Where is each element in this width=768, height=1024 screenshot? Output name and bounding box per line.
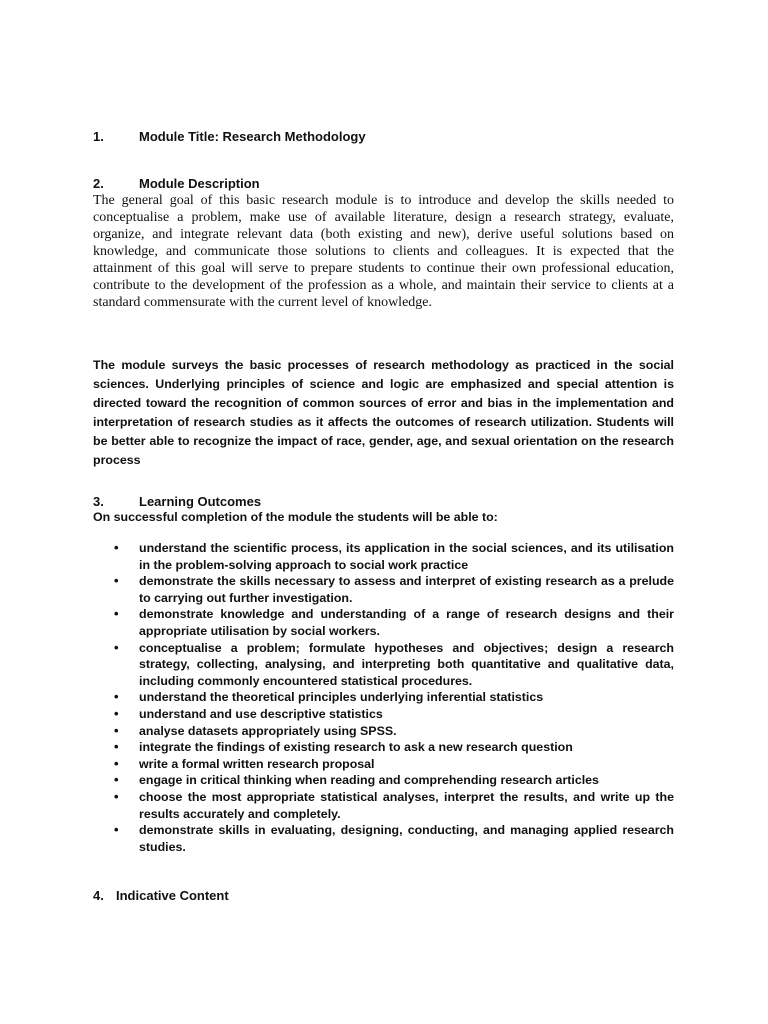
module-description-paragraph: The general goal of this basic research module is to introduce and develop the skills needed to conceptualise a problem, make use of available literature, design a research strategy, evaluate, organize, and integrate relevant data (both existing and new), derive useful solutions based on knowledge, and communicate those solutions to clients and colleagues. It is expected that the attainment of this goal will serve to prepare students to continue their own professional education, contribute to the development of the profession as a whole, and maintain their service to clients at a standard commensurate with the current level of knowledge. [93,193,674,310]
outcome-text: demonstrate the skills necessary to assess and interpret of existing research as a prelude to carrying out further investigation. [139,574,674,605]
section-4-number: 4. [93,888,104,903]
section-2-heading [93,175,260,192]
outcome-item [93,606,674,639]
section-1-number: 1. [93,129,104,144]
outcome-item [93,689,674,706]
bullet-icon: • [114,772,119,788]
outcome-text: conceptualise a problem; formulate hypotheses and objectives; design a research strategy, collecting, analysing, and interpreting both quantitative and qualitative data, including commonly encountered statistical procedures. [139,640,674,688]
bullet-icon: • [114,540,119,555]
bullet-icon: • [114,606,119,622]
section-4-heading [93,887,229,904]
section-2-title: Module Description [139,176,260,191]
bullet-icon: • [114,705,119,721]
outcome-text: understand the scientific process, its application in the social sciences, and its utilisation in the problem-solving approach to social work practice [139,541,674,572]
bullet-icon: • [114,722,119,738]
outcome-item [93,640,674,690]
outcome-text: understand and use descriptive statistics [139,706,383,721]
outcome-text: demonstrate skills in evaluating, designing, conducting, and managing applied research studies. [139,823,674,854]
outcome-item [93,772,674,789]
module-survey-paragraph: The module surveys the basic processes of research methodology as practiced in the social sciences. Underlying principles of science and logic are emphasized and special attention is directed toward the recognition of common sources of error and bias in the implementation and interpretation of research studies as it affects the outcomes of research utilization. Students will be better able to recognize the impact of race, gender, age, and sexual orientation on the research process [93,358,674,467]
section-2-number: 2. [93,176,104,191]
learning-outcomes-intro: On successful completion of the module the students will be able to: [93,510,498,524]
outcome-text: understand the theoretical principles underlying inferential statistics [139,690,544,705]
outcome-item [93,540,674,573]
bullet-icon: • [114,755,119,771]
outcome-item [93,706,674,723]
outcome-item [93,573,674,606]
section-1-title: Module Title: Research Methodology [139,129,366,144]
bullet-icon: • [114,739,119,755]
section-3-title: Learning Outcomes [139,494,262,509]
bullet-icon: • [114,639,119,655]
outcome-text: engage in critical thinking when reading and comprehending research articles [139,773,599,788]
outcome-item [93,756,674,773]
outcome-text: write a formal written research proposal [139,756,375,771]
bullet-icon: • [114,822,119,838]
section-1-heading [93,128,366,145]
outcome-item [93,789,674,822]
outcome-text: demonstrate knowledge and understanding of a range of research designs and their appropriate utilisation by social workers. [139,607,674,638]
outcome-item [93,822,674,855]
bullet-icon: • [114,573,119,589]
outcome-item [93,723,674,740]
bullet-icon: • [114,689,119,705]
outcome-text: integrate the findings of existing research to ask a new research question [139,740,573,755]
outcome-text: analyse datasets appropriately using SPSS. [139,723,397,738]
section-3-heading [93,493,261,510]
section-3-number: 3. [93,494,104,509]
bullet-icon: • [114,788,119,804]
outcome-text: choose the most appropriate statistical analyses, interpret the results, and write up the results accurately and completely. [139,789,674,821]
learning-outcomes-list [93,540,674,855]
outcome-item [93,739,674,756]
section-4-title: Indicative Content [116,888,229,903]
